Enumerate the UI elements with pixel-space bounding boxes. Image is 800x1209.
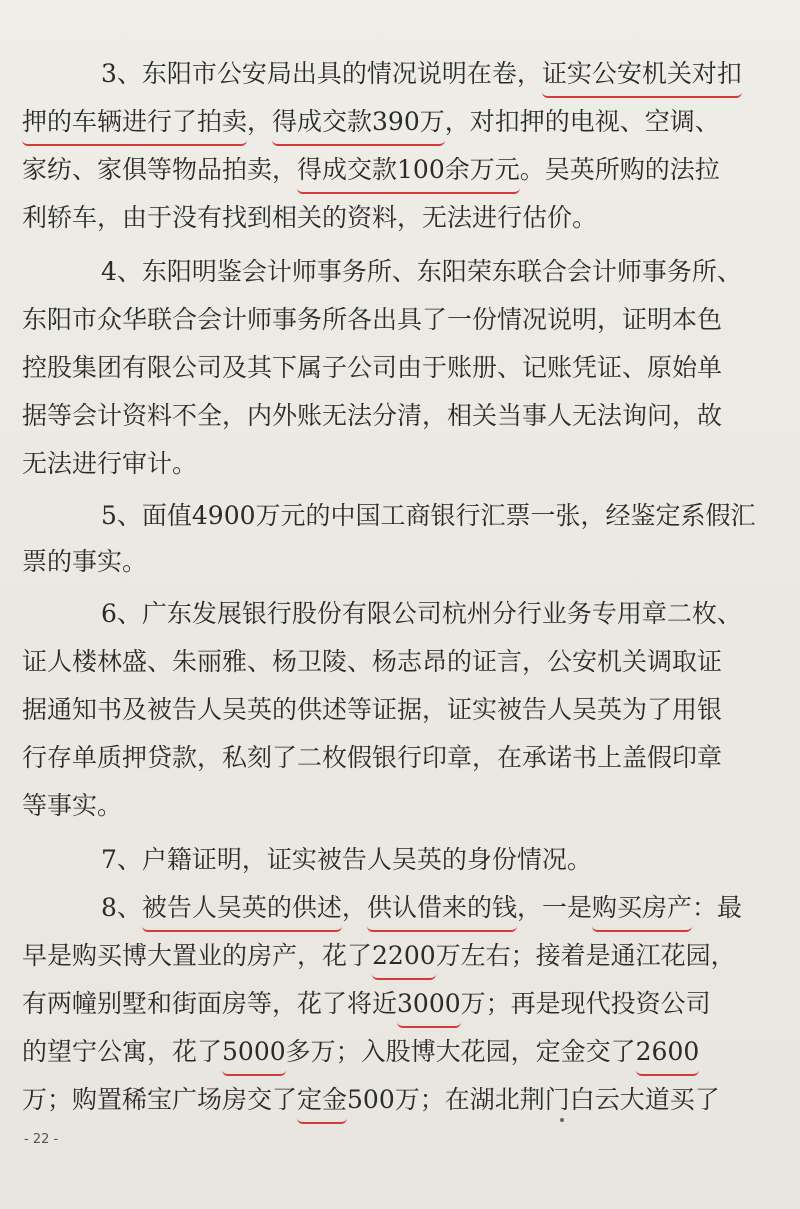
text-segment: 据通知书及被告人吴英的供述等证据，证实被告人吴英为了用银 (22, 695, 723, 724)
text-line (76, 52, 742, 96)
text-segment: 等事实。 (22, 791, 123, 820)
text-line (22, 148, 720, 192)
text-line (22, 1078, 720, 1122)
underlined-segment: 被告人吴英的供述 (142, 886, 342, 932)
text-line (22, 982, 711, 1026)
text-line (76, 886, 742, 930)
text-line (22, 100, 720, 144)
text-segment: ：最 (691, 893, 742, 922)
text-line (22, 346, 722, 390)
text-segment: 据等会计资料不全，内外账无法分清，相关当事人无法询问，故 (22, 401, 723, 430)
text-segment: 早是购买博大置业的房产，花了 (22, 941, 373, 970)
text-segment: 万；购置稀宝广场房交了 (22, 1085, 298, 1114)
underlined-segment: 2600 (636, 1030, 700, 1076)
text-segment: ， (247, 107, 273, 136)
text-line (76, 250, 742, 294)
text-line (76, 838, 592, 882)
text-segment: 无法进行审计。 (22, 449, 198, 478)
text-segment: 票的事实。 (22, 547, 148, 576)
text-segment: 利轿车，由于没有找到相关的资料，无法进行估价。 (22, 203, 598, 232)
text-segment: ， (341, 893, 367, 922)
underlined-segment: 得成交款390万 (272, 100, 445, 146)
text-segment: 家纺、家俱等物品拍卖， (22, 155, 298, 184)
text-line (22, 196, 597, 240)
text-segment: ，对扣押的电视、空调、 (444, 107, 720, 136)
scan-speck (560, 1118, 564, 1122)
underlined-segment: 购买房产 (592, 886, 692, 932)
text-segment: 万左右；接着是通江花园， (435, 941, 736, 970)
underlined-segment: 押的车辆进行了拍卖 (22, 100, 247, 146)
text-segment: 。吴英所购的法拉 (519, 155, 720, 184)
text-segment: 有两幢别墅和街面房等，花了将近 (22, 989, 398, 1018)
text-segment: 证人楼林盛、朱丽雅、杨卫陵、杨志昂的证言，公安机关调取证 (22, 647, 723, 676)
text-line (76, 592, 742, 636)
text-segment: 行存单质押贷款，私刻了二枚假银行印章，在承诺书上盖假印章 (22, 743, 723, 772)
text-line (76, 494, 756, 538)
text-segment: 多万；入股博大花园，定金交了 (285, 1037, 636, 1066)
text-segment: 3、东阳市公安局出具的情况说明在卷， (76, 59, 542, 88)
text-segment: 万；再是现代投资公司 (460, 989, 711, 1018)
text-line (22, 1030, 699, 1074)
text-segment: 5、面值4900万元的中国工商银行汇票一张，经鉴定系假汇 (76, 501, 756, 530)
text-segment: 500万；在湖北荆门白云大道买了 (347, 1085, 720, 1114)
underlined-segment: 得成交款100余万元 (297, 148, 520, 194)
underlined-segment: 3000 (397, 982, 461, 1028)
text-line (22, 640, 722, 684)
text-segment: 东阳市众华联合会计师事务所各出具了一份情况说明，证明本色 (22, 305, 723, 334)
text-line (22, 394, 722, 438)
text-segment: 6、广东发展银行股份有限公司杭州分行业务专用章二枚、 (76, 599, 742, 628)
text-line (22, 442, 197, 486)
underlined-segment: 证实公安机关对扣 (542, 52, 742, 98)
text-line (22, 934, 736, 978)
text-line (22, 784, 122, 828)
text-segment: ，一是 (516, 893, 592, 922)
text-line (22, 736, 722, 780)
text-segment: 的望宁公寓，花了 (22, 1037, 223, 1066)
text-segment: 控股集团有限公司及其下属子公司由于账册、记账凭证、原始单 (22, 353, 723, 382)
underlined-segment: 5000 (222, 1030, 286, 1076)
underlined-segment: 供认借来的钱 (367, 886, 517, 932)
text-segment: 4、东阳明鉴会计师事务所、东阳荣东联合会计师事务所、 (76, 257, 742, 286)
text-line (22, 298, 722, 342)
underlined-segment: 定金 (297, 1078, 347, 1124)
text-line (22, 688, 722, 732)
underlined-segment: 2200 (372, 934, 436, 980)
text-segment: 7、户籍证明，证实被告人吴英的身份情况。 (76, 845, 592, 874)
text-segment: 8、 (76, 893, 142, 922)
page-number: - 22 - (24, 1132, 59, 1147)
text-line (22, 540, 147, 584)
